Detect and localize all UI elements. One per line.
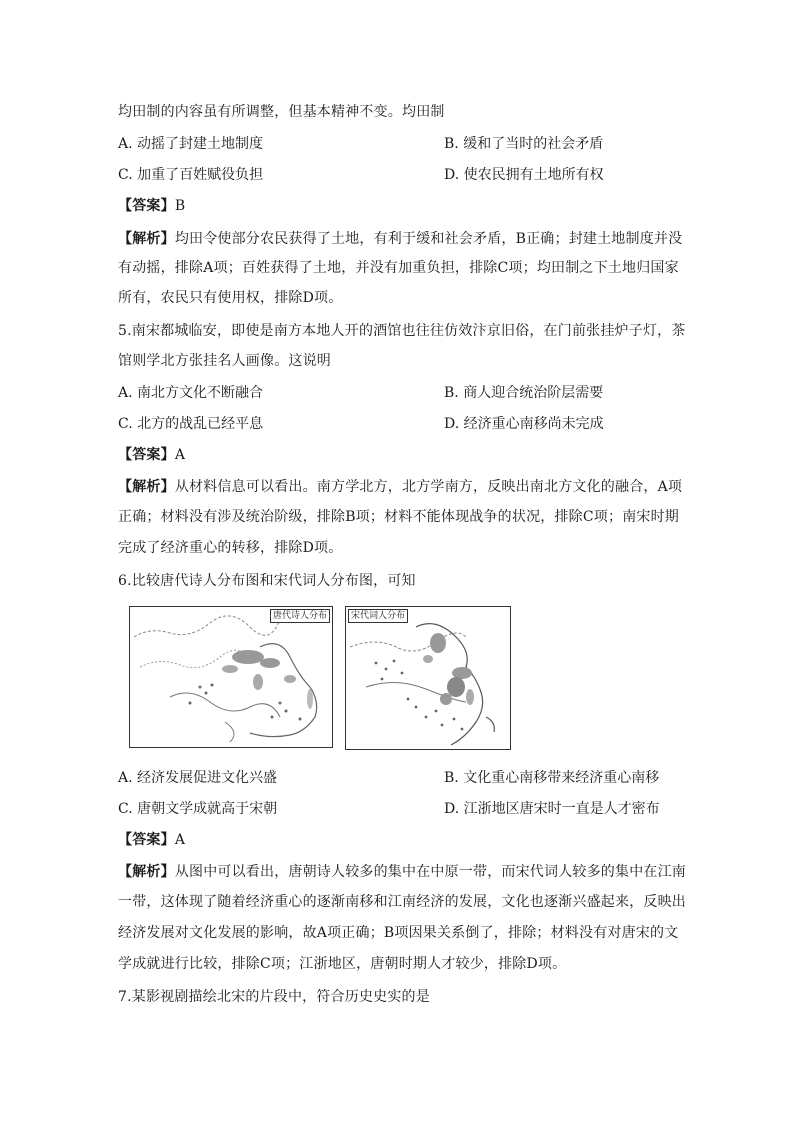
q6-answer [118, 830, 185, 850]
q5-answer [118, 445, 185, 465]
q5-analysis-line-2: 正确；材料没有涉及统治阶级，排除B项；材料不能体现战争的状况，排除C项；南宋时期 [118, 509, 679, 525]
q6-stem: 6.比较唐代诗人分布图和宋代词人分布图，可知 [118, 573, 416, 589]
q5-analysis-line-1 [118, 477, 682, 497]
q5-stem-line-2: 馆则学北方张挂名人画像。这说明 [118, 353, 331, 369]
q6-analysis-line-4: 学成就进行比较，排除C项；江浙地区，唐朝时期人才较少，排除D项。 [118, 956, 567, 972]
tang-poet-cluster [232, 650, 264, 664]
song-map-drawing [346, 607, 510, 749]
q7-stem: 7.某影视剧描绘北宋的片段中，符合历史史实的是 [118, 989, 430, 1005]
tang-poet-cluster [253, 674, 263, 690]
tang-poet-cluster [307, 689, 313, 709]
answer-label: 【答案】 [118, 198, 175, 214]
q4-option-a: A. 动摇了封建土地制度 [118, 136, 264, 152]
song-ci-poets-map [345, 606, 511, 750]
tang-poet-cluster [260, 658, 280, 668]
song-poet-cluster [440, 693, 452, 705]
q4-option-c: C. 加重了百姓赋役负担 [118, 167, 264, 183]
tang-poet-cluster [284, 675, 296, 683]
q6-option-a: A. 经济发展促进文化兴盛 [118, 770, 278, 786]
analysis-label: 【解析】 [118, 231, 175, 247]
answer-label: 【答案】 [118, 832, 175, 848]
q5-option-c: C. 北方的战乱已经平息 [118, 416, 264, 432]
answer-value: A [174, 832, 186, 848]
tang-poets-map [129, 606, 333, 748]
q5-stem-line-1: 5.南宋都城临安，即使是南方本地人开的酒馆也往往仿效汴京旧俗，在门前张挂炉子灯，茶 [118, 323, 686, 339]
q6-analysis-line-2: 一带，这体现了随着经济重心的逐渐南移和江南经济的发展，文化也逐渐兴盛起来，反映出 [118, 894, 686, 910]
q5-analysis-line-3: 完成了经济重心的转移，排除D项。 [118, 540, 343, 556]
answer-value: A [174, 447, 186, 463]
q6-option-d: D. 江浙地区唐宋时一直是人才密布 [444, 801, 660, 817]
q6-analysis-line-3: 经济发展对文化发展的影响，故A项正确；B项因果关系倒了，排除；材料没有对唐宋的文 [118, 925, 679, 941]
song-poet-cluster [447, 677, 465, 697]
song-poet-cluster [430, 633, 446, 653]
q4-option-d: D. 使农民拥有土地所有权 [444, 167, 604, 183]
q6-analysis-line-1 [118, 862, 686, 882]
q5-option-a: A. 南北方文化不断融合 [118, 385, 264, 401]
tang-map-title: 唐代诗人分布 [270, 609, 330, 623]
analysis-label: 【解析】 [118, 479, 175, 495]
song-poet-cluster [466, 689, 474, 705]
analysis-text: 均田令使部分农民获得了土地，有利于缓和社会矛盾，B正确；封建土地制度并没 [174, 231, 683, 247]
analysis-text: 从材料信息可以看出。南方学北方，北方学南方，反映出南北方文化的融合，A项 [174, 479, 683, 495]
q4-option-b: B. 缓和了当时的社会矛盾 [444, 136, 604, 152]
q4-analysis-line-2: 有动摇，排除A项；百姓获得了土地，并没有加重负担，排除C项；均田制之下土地归国家 [118, 260, 679, 276]
q4-analysis-line-1 [118, 229, 682, 249]
q5-option-b: B. 商人迎合统治阶层需要 [444, 385, 604, 401]
q6-option-c: C. 唐朝文学成就高于宋朝 [118, 801, 278, 817]
answer-label: 【答案】 [118, 447, 175, 463]
q4-answer [118, 196, 185, 216]
tang-poet-cluster [222, 665, 238, 673]
tang-map-drawing [130, 607, 332, 747]
answer-value: B [174, 198, 186, 214]
song-map-title: 宋代词人分布 [348, 609, 408, 623]
song-poet-cluster [423, 655, 433, 663]
q4-analysis-line-3: 所有，农民只有使用权，排除D项。 [118, 290, 343, 306]
q4-stem-tail: 均田制的内容虽有所调整，但基本精神不变。均田制 [118, 104, 445, 120]
q5-option-d: D. 经济重心南移尚未完成 [444, 416, 604, 432]
analysis-text: 从图中可以看出，唐朝诗人较多的集中在中原一带，而宋代词人较多的集中在江南 [174, 864, 687, 880]
analysis-label: 【解析】 [118, 864, 175, 880]
q6-option-b: B. 文化重心南移带来经济重心南移 [444, 770, 660, 786]
